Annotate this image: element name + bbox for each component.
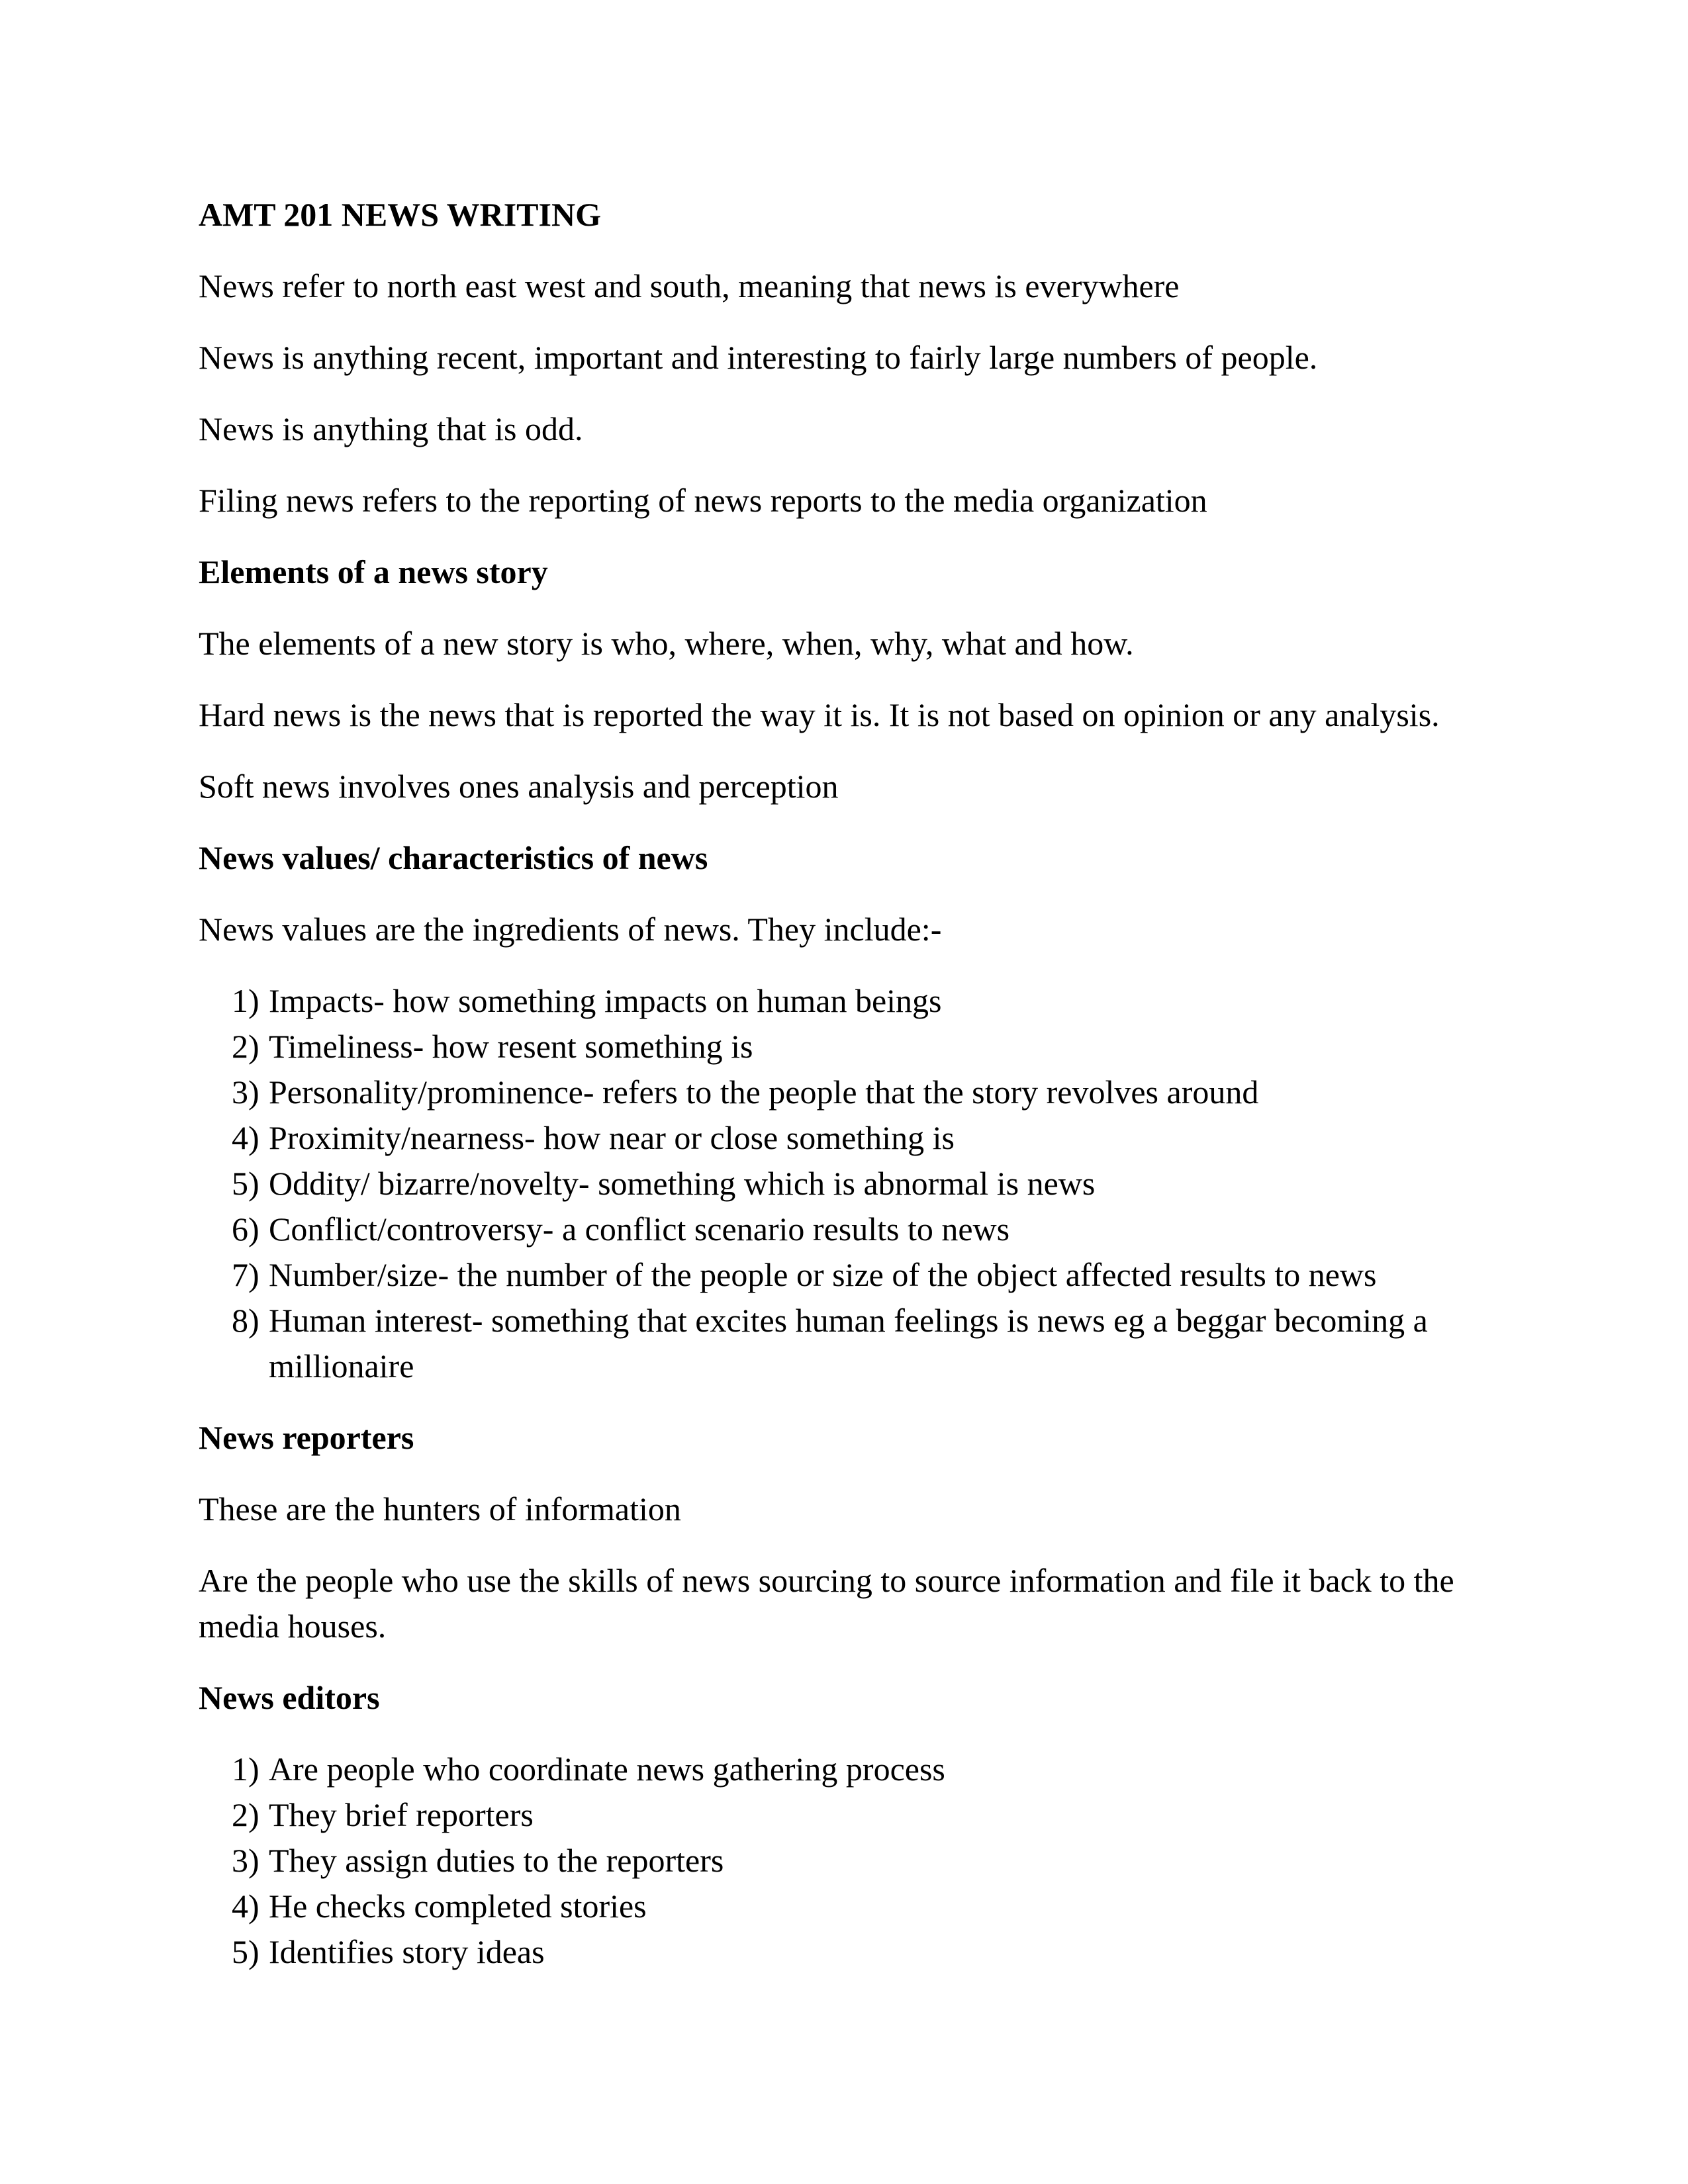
list-item-text: Proximity/nearness- how near or close something is xyxy=(269,1119,955,1156)
list-item xyxy=(199,1884,1489,1929)
list-item xyxy=(199,1838,1489,1884)
list-item-number: 3) xyxy=(232,1073,259,1111)
list-item-number: 6) xyxy=(232,1210,259,1248)
list-item-number: 3) xyxy=(232,1842,259,1879)
list-item-number: 1) xyxy=(232,1751,259,1788)
list-item xyxy=(199,1929,1489,1975)
news-editors-list xyxy=(199,1747,1489,1975)
list-item xyxy=(199,1206,1489,1252)
intro-paragraph: News is anything recent, important and interesting to fairly large numbers of people. xyxy=(199,339,1318,376)
list-item-text: He checks completed stories xyxy=(269,1888,647,1925)
intro-paragraph: News refer to north east west and south, meaning that news is everywhere xyxy=(199,267,1180,304)
section-heading-news-values: News values/ characteristics of news xyxy=(199,839,708,876)
section-heading-news-editors: News editors xyxy=(199,1679,380,1716)
list-item xyxy=(199,1252,1489,1298)
elements-paragraph: Soft news involves ones analysis and perception xyxy=(199,768,839,805)
list-item-text: Identifies story ideas xyxy=(269,1933,545,1970)
list-item-text: Timeliness- how resent something is xyxy=(269,1028,753,1065)
list-item xyxy=(199,1024,1489,1069)
list-item-text: Are people who coordinate news gathering process xyxy=(269,1751,945,1788)
list-item-text: They assign duties to the reporters xyxy=(269,1842,724,1879)
list-item xyxy=(199,1747,1489,1792)
list-item xyxy=(199,978,1489,1024)
list-item xyxy=(199,1069,1489,1115)
list-item-number: 2) xyxy=(232,1028,259,1065)
list-item-text: Personality/prominence- refers to the people that the story revolves around xyxy=(269,1073,1259,1111)
list-item-number: 8) xyxy=(232,1302,259,1339)
list-item-text: Human interest- something that excites human feelings is news eg a beggar becoming a millionaire xyxy=(269,1302,1428,1385)
reporters-paragraph: Are the people who use the skills of news sourcing to source information and file it back to the media houses. xyxy=(199,1562,1454,1645)
list-item-number: 2) xyxy=(232,1796,259,1833)
list-item xyxy=(199,1161,1489,1206)
elements-paragraph: Hard news is the news that is reported the way it is. It is not based on opinion or any analysis. xyxy=(199,696,1440,733)
news-values-list xyxy=(199,978,1489,1389)
list-item xyxy=(199,1298,1489,1389)
list-item-text: Conflict/controversy- a conflict scenario results to news xyxy=(269,1210,1010,1248)
list-item-number: 1) xyxy=(232,982,259,1019)
elements-paragraph: The elements of a new story is who, where, when, why, what and how. xyxy=(199,625,1134,662)
list-item-text: Oddity/ bizarre/novelty- something which is abnormal is news xyxy=(269,1165,1096,1202)
reporters-paragraph: These are the hunters of information xyxy=(199,1490,681,1527)
list-item-number: 5) xyxy=(232,1165,259,1202)
list-item-text: Number/size- the number of the people or size of the object affected results to news xyxy=(269,1256,1377,1293)
intro-paragraph: News is anything that is odd. xyxy=(199,410,583,447)
list-item xyxy=(199,1792,1489,1838)
list-item-number: 4) xyxy=(232,1119,259,1156)
list-item-number: 5) xyxy=(232,1933,259,1970)
list-item-text: They brief reporters xyxy=(269,1796,534,1833)
intro-paragraph: Filing news refers to the reporting of news reports to the media organization xyxy=(199,482,1207,519)
list-item-number: 7) xyxy=(232,1256,259,1293)
list-item-text: Impacts- how something impacts on human beings xyxy=(269,982,942,1019)
news-values-lead: News values are the ingredients of news. They include:- xyxy=(199,911,942,948)
document-title: AMT 201 NEWS WRITING xyxy=(199,196,601,233)
section-heading-elements: Elements of a news story xyxy=(199,553,548,590)
list-item xyxy=(199,1115,1489,1161)
list-item-number: 4) xyxy=(232,1888,259,1925)
section-heading-news-reporters: News reporters xyxy=(199,1419,414,1456)
